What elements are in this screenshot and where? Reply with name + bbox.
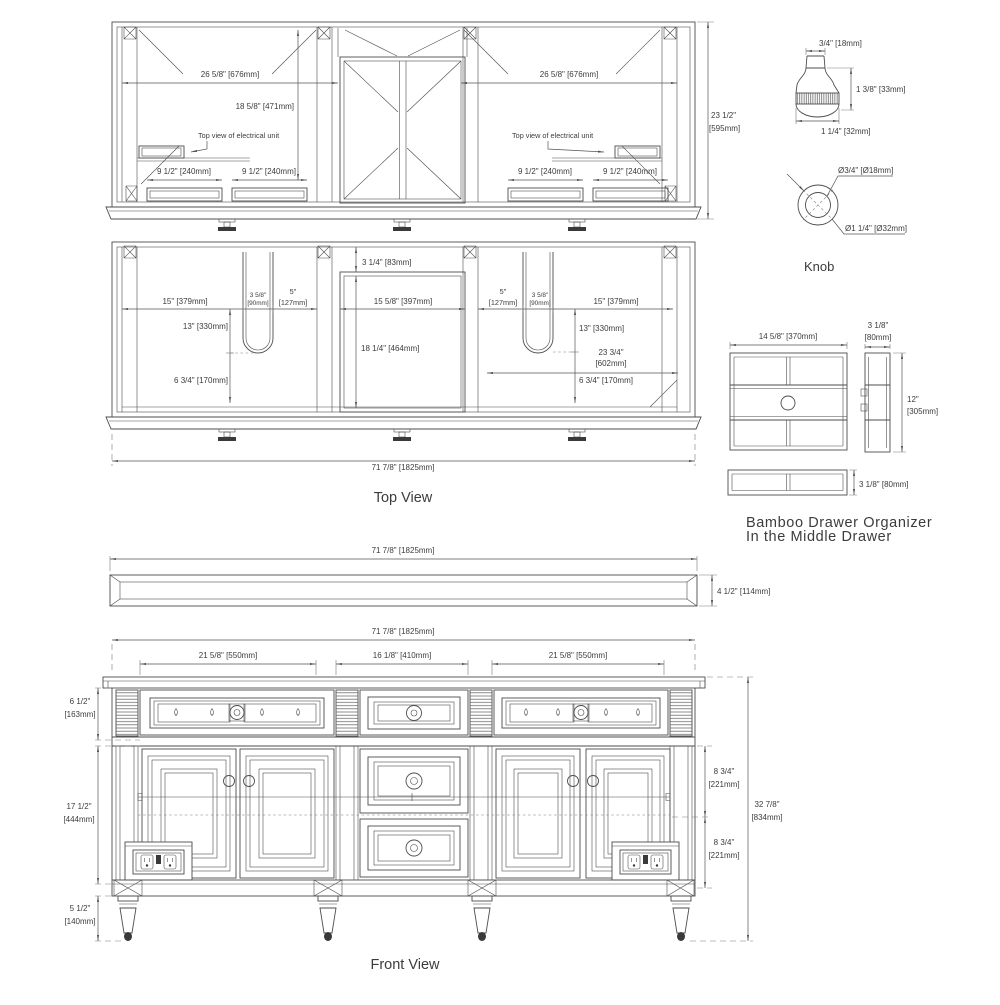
electrical-outlet-right <box>612 842 679 880</box>
dim-cabinet-height-mm: [834mm] <box>751 813 783 822</box>
dim-knob-outer-diameter: Ø1 1/4" [Ø32mm] <box>845 224 907 233</box>
dim-left-cutout-width-mm: [90mm] <box>247 300 269 307</box>
dim-stretcher-1: 9 1/2" [240mm] <box>157 167 211 176</box>
dim-knob-inner-diameter: Ø3/4" [Ø18mm] <box>838 166 894 175</box>
dim-middle-drawer3-height-in: 8 3/4" <box>713 838 735 847</box>
dim-left-cutout-width-in: 3 5/8" <box>249 292 267 299</box>
dim-left-section-width: 21 5/8" [550mm] <box>198 651 258 660</box>
dim-door-height-in: 17 1/2" <box>66 802 92 811</box>
organizer-tray-view <box>728 470 847 495</box>
dim-left-opening-depth: 18 5/8" [471mm] <box>235 102 294 111</box>
top-view-cabinet <box>106 242 701 506</box>
dim-organizer-depth-mm: [80mm] <box>864 333 892 342</box>
middle-top-drawer <box>360 690 468 735</box>
dim-right-gap-in: 5" <box>499 287 507 296</box>
top-view-countertop <box>106 22 740 231</box>
middle-drawer-3 <box>360 819 468 877</box>
dim-middle-drawer3-height-mm: [221mm] <box>708 851 740 860</box>
dim-top-drawer-height-mm: [163mm] <box>64 710 96 719</box>
dim-right-cutout-width-in: 3 5/8" <box>531 292 549 299</box>
organizer-caption-line2: In the Middle Drawer <box>746 529 892 545</box>
knob-icon <box>574 706 588 720</box>
dim-right-front-depth: 6 3/4" [170mm] <box>579 376 633 385</box>
knob-icon <box>244 776 255 787</box>
knob-icon <box>224 776 235 787</box>
note-electrical-left: Top view of electrical unit <box>198 131 280 140</box>
dim-organizer-depth-in: 3 1/8" <box>867 321 889 330</box>
dim-leg-height-mm: [140mm] <box>64 917 96 926</box>
dim-overall-depth-mm: [595mm] <box>709 124 741 133</box>
knob-icon <box>588 776 599 787</box>
knob-detail <box>787 39 907 274</box>
dim-stretcher-4: 9 1/2" [240mm] <box>603 167 657 176</box>
dim-topview-overall-width: 71 7/8" [1825mm] <box>371 463 435 472</box>
backsplash-side-view <box>110 546 770 606</box>
dim-left-gap-in: 5" <box>289 287 297 296</box>
dim-left-opening-width: 26 5/8" [676mm] <box>200 70 260 79</box>
organizer-caption-line1: Bamboo Drawer Organizer <box>746 515 933 531</box>
countertop-edge <box>103 677 705 688</box>
knob-icon <box>568 776 579 787</box>
dim-left-front-depth: 6 3/4" [170mm] <box>174 376 228 385</box>
dim-middle-width: 15 5/8" [397mm] <box>373 297 433 306</box>
dim-back-offset: 3 1/4" [83mm] <box>362 258 412 267</box>
knob-side-view <box>796 56 839 117</box>
front-view-caption: Front View <box>370 957 440 973</box>
dim-backsplash-width: 71 7/8" [1825mm] <box>371 546 435 555</box>
top-view-caption: Top View <box>373 490 433 506</box>
organizer-side-view <box>861 353 890 452</box>
dim-stretcher-2: 9 1/2" [240mm] <box>242 167 296 176</box>
dim-right-span-in: 23 3/4" <box>598 348 624 357</box>
dim-right-section-width: 21 5/8" [550mm] <box>548 651 608 660</box>
electrical-outlet-left <box>125 842 192 880</box>
dim-front-overall-width: 71 7/8" [1825mm] <box>371 627 435 636</box>
dim-leg-height-in: 5 1/2" <box>69 904 91 913</box>
dim-middle-drawer2-height-in: 8 3/4" <box>713 767 735 776</box>
dim-top-drawer-height-in: 6 1/2" <box>69 697 91 706</box>
knob-icon <box>230 706 244 720</box>
knob-icon <box>406 840 422 856</box>
electrical-unit-left-top <box>137 146 250 161</box>
pilasters <box>116 690 692 880</box>
switch-icon <box>643 855 648 864</box>
knob-caption: Knob <box>804 259 835 274</box>
dim-left-cutout-depth: 13" [330mm] <box>182 322 228 331</box>
dim-knob-base-width: 1 1/4" [32mm] <box>821 127 871 136</box>
bottom-rail <box>112 880 695 896</box>
dim-left-shelf-width: 15" [379mm] <box>162 297 208 306</box>
dim-right-cutout-width-mm: [90mm] <box>529 300 551 307</box>
sink-bay-top <box>338 28 467 203</box>
dim-left-gap-mm: [127mm] <box>278 298 308 307</box>
knob-icon <box>406 773 422 789</box>
dim-organizer-width: 14 5/8" [370mm] <box>758 332 818 341</box>
drawer-organizer <box>728 321 938 545</box>
middle-drawer-2 <box>360 749 468 813</box>
dim-right-gap-mm: [127mm] <box>488 298 518 307</box>
levelers-top-a <box>218 219 586 231</box>
dim-organizer-height-in: 12" <box>907 395 919 404</box>
note-electrical-right: Top view of electrical unit <box>512 131 594 140</box>
dim-organizer-tray-height: 3 1/8" [80mm] <box>859 480 909 489</box>
levelers-top-b <box>218 429 586 441</box>
dim-organizer-height-mm: [305mm] <box>907 407 939 416</box>
right-top-drawer <box>494 690 668 735</box>
dim-right-span-mm: [602mm] <box>595 359 627 368</box>
dim-knob-stem-width: 3/4" [18mm] <box>819 39 862 48</box>
knob-icon <box>407 706 422 721</box>
dim-middle-depth: 18 1/4" [464mm] <box>361 344 420 353</box>
dim-door-height-mm: [444mm] <box>63 815 95 824</box>
dim-right-cutout-depth: 13" [330mm] <box>579 324 625 333</box>
dim-middle-drawer2-height-mm: [221mm] <box>708 780 740 789</box>
dim-middle-section-width: 16 1/8" [410mm] <box>372 651 432 660</box>
middle-bay-top <box>340 272 465 412</box>
dim-right-opening-width: 26 5/8" [676mm] <box>539 70 599 79</box>
front-view <box>63 627 782 973</box>
dim-overall-depth-in: 23 1/2" <box>711 111 737 120</box>
electrical-unit-right-top <box>552 146 662 161</box>
dim-right-shelf-width: 15" [379mm] <box>593 297 639 306</box>
organizer-front-view <box>730 353 847 450</box>
dim-stretcher-3: 9 1/2" [240mm] <box>518 167 572 176</box>
dim-cabinet-height-in: 32 7/8" <box>754 800 780 809</box>
dim-knob-height: 1 3/8" [33mm] <box>856 85 906 94</box>
legs <box>118 896 691 941</box>
left-top-drawer <box>140 690 334 735</box>
knob-plan-view <box>787 174 838 225</box>
dim-backsplash-height: 4 1/2" [114mm] <box>717 587 771 596</box>
switch-icon <box>156 855 161 864</box>
